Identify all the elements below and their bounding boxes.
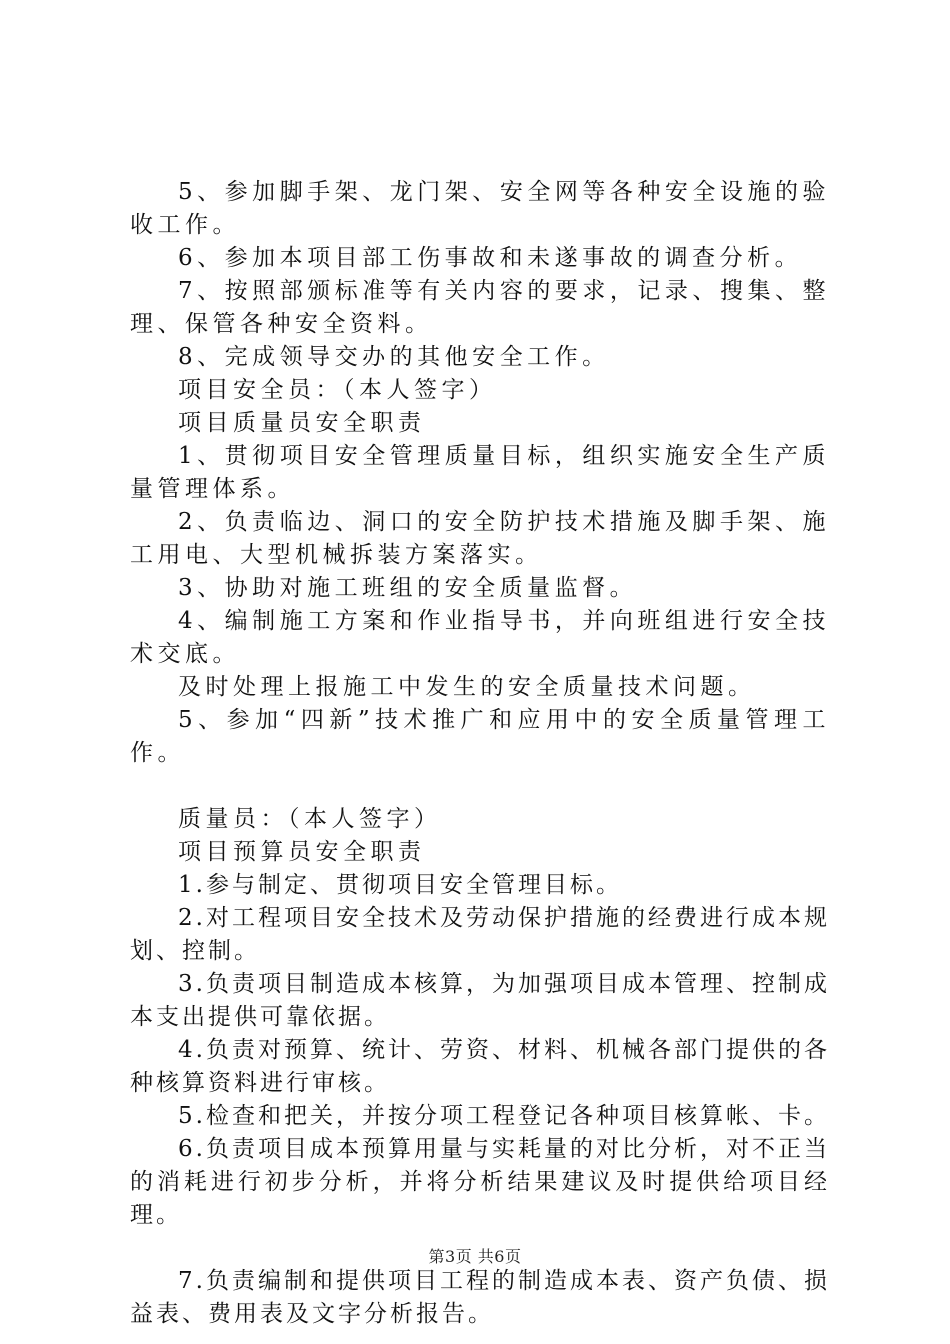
paragraph: 3.负责项目制造成本核算，为加强项目成本管理、控制成本支出提供可靠依据。: [130, 971, 830, 1030]
paragraph: 6、参加本项目部工伤事故和未遂事故的调查分析。: [178, 245, 803, 271]
signature-line: 项目安全员：（本人签字）: [178, 377, 497, 403]
section-heading: 项目质量员安全职责: [178, 410, 426, 436]
signature-line: 质量员：（本人签字）: [178, 806, 442, 832]
paragraph: 5.检查和把关，并按分项工程登记各种项目核算帐、卡。: [178, 1103, 830, 1129]
paragraph: 1.参与制定、贯彻项目安全管理目标。: [178, 872, 622, 898]
paragraph: 2、负责临边、洞口的安全防护技术措施及脚手架、施工用电、大型机械拆装方案落实。: [130, 509, 830, 568]
paragraph: 4、编制施工方案和作业指导书，并向班组进行安全技术交底。: [130, 608, 830, 667]
paragraph: 7.负责编制和提供项目工程的制造成本表、资产负债、损益表、费用表及文字分析报告。: [130, 1268, 830, 1327]
paragraph: 7、按照部颁标准等有关内容的要求，记录、搜集、整理、保管各种安全资料。: [130, 278, 830, 337]
section-heading: 项目预算员安全职责: [178, 839, 426, 865]
paragraph: 1、贯彻项目安全管理质量目标，组织实施安全生产质量管理体系。: [130, 443, 830, 502]
paragraph: 3、协助对施工班组的安全质量监督。: [178, 575, 638, 601]
page-number: 第3页 共6页: [428, 1247, 522, 1266]
paragraph: 及时处理上报施工中发生的安全质量技术问题。: [178, 674, 756, 700]
paragraph: 5、参加脚手架、龙门架、安全网等各种安全设施的验收工作。: [130, 179, 830, 238]
paragraph: 5、参加“四新”技术推广和应用中的安全质量管理工作。: [130, 707, 830, 766]
paragraph: 2.对工程项目安全技术及劳动保护措施的经费进行成本规划、控制。: [130, 905, 830, 964]
paragraph: 8、完成领导交办的其他安全工作。: [178, 344, 610, 370]
document-body: [130, 176, 830, 1331]
paragraph: 4.负责对预算、统计、劳资、材料、机械各部门提供的各种核算资料进行审核。: [130, 1037, 830, 1096]
paragraph-gap: [130, 770, 830, 803]
paragraph: 6.负责项目成本预算用量与实耗量的对比分析，对不正当的消耗进行初步分析，并将分析结果建议及时提供给项目经理。: [130, 1136, 830, 1228]
